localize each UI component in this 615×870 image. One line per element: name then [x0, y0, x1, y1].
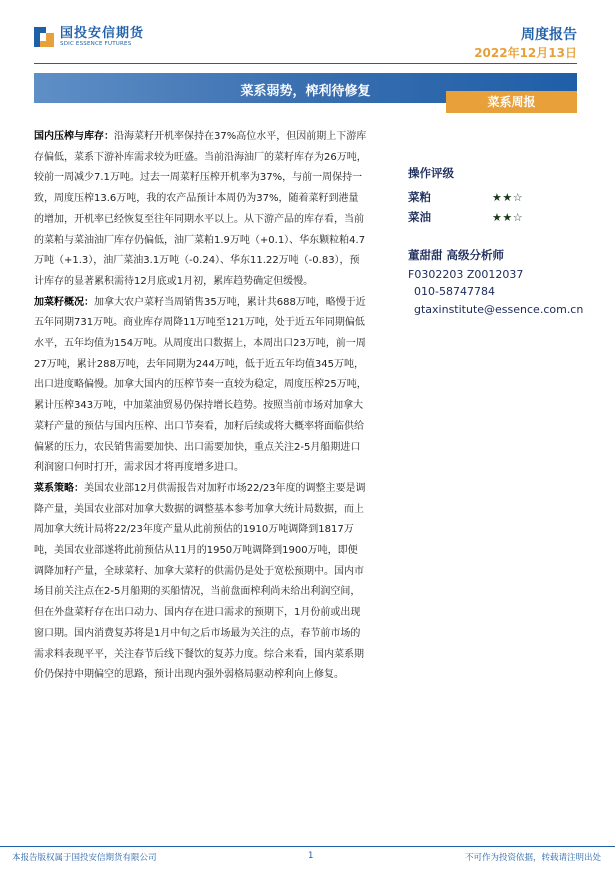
company-name-cn: 国投安信期货	[60, 26, 145, 41]
report-title: 菜系弱势，榨利待修复	[240, 84, 371, 99]
section-lead: 菜系策略：	[34, 482, 84, 494]
company-logo	[34, 26, 144, 48]
footer-divider	[0, 846, 615, 847]
rating-title: 操作评级	[408, 166, 454, 180]
section-paragraph	[34, 479, 367, 686]
category-tab: 菜系周报	[446, 91, 577, 113]
analyst-email[interactable]: gtaxinstitute@essence.com.cn	[414, 303, 584, 316]
rating-name: 菜油	[408, 210, 431, 224]
page-number: 1	[308, 851, 314, 861]
header-divider	[34, 63, 577, 64]
logo-mark-icon	[34, 27, 54, 47]
report-body	[34, 127, 367, 686]
analyst-name: 董甜甜 高级分析师	[408, 248, 505, 262]
company-name-en: SDIC ESSENCE FUTURES	[60, 41, 132, 47]
section-paragraph	[34, 127, 367, 293]
analyst-registration: F0302203 Z0012037	[408, 268, 524, 281]
report-date: 2022年12月13日	[474, 46, 577, 60]
footer-disclaimer: 不可作为投资依据，转载请注明出处	[464, 853, 601, 863]
section-text: 沿海菜籽开机率保持在37%高位水平，但因前期上下游库存偏低，菜系下游补库需求较为旺盛。当前沿海油厂的菜籽库存为26万吨，较前一周减少7.1万吨。过去一周菜籽压榨开机率为37%，与前一周保持一致，周度压榨13.6万吨，我的农产品预计本周仍为37%，随着菜籽到港量的增加，开机率已经恢复至往年同期水平以上。从下游产品的库存看，当前的菜粕与菜油油厂库存仍偏低，油厂菜粕1.9万吨（+0.1）、华东颗粒粕4.7万吨（+1.3），油厂菜油3.1万吨（-0.24）、华东11.22万吨（-0.83），预计库存的显著累积需待12月底或1月初，累库趋势确定但缓慢。	[34, 131, 367, 287]
rating-row	[408, 187, 608, 207]
rating-row	[408, 207, 608, 227]
section-text: 加拿大农户菜籽当周销售35万吨，累计共688万吨，略慢于近五年同期731万吨。商业库存周降11万吨至121万吨，处于近五年同期偏低水平，五年均值为154万吨。从周度出口数据上，本周出口23万吨，前一周27万吨，累计288万吨，去年同期为244万吨，低于近五年均值345万吨，出口进度略偏慢。加拿大国内的压榨节奏一直较为稳定，周度压榨25万吨，累计压榨343万吨，中加菜油贸易仍保持增长趋势。按照当前市场对加拿大菜籽产量的预估与国内压榨、出口节奏看，加籽后续或将大概率将面临供给偏紧的压力，农民销售需要加快、出口需要加快，重点关注2-5月船期进口利润窗口何时打开，需求因才将再度增多进口。	[34, 296, 367, 474]
section-text: 美国农业部12月供需报告对加籽市场22/23年度的调整主要是调降产量，美国农业部对加拿大数据的调整基本参考加拿大统计局数据，而上周加拿大统计局将22/23年度产量从此前预估的1910万吨调降到1817万吨，美国农业部遂将此前预估从11月的1950万吨调降到1900万吨，即便调降加籽产量，全球菜籽、加拿大菜籽的供需仍是处于宽松预期中。国内市场目前关注点在2-5月船期的买船情况，当前盘面榨利尚未给出利润空间，但在外盘菜籽存在出口动力、国内存在进口需求的预期下，1月份前或出现窗口期。国内消费复苏将是1月中旬之后市场最为关注的点，春节前市场的需求料表现平平，关注春节后线下餐饮的复苏力度。综合来看，国内菜系期价仍保持中期偏空的思路，预计出现内强外弱格局驱动榨利向上修复。	[34, 482, 366, 681]
footer-copyright: 本报告版权属于国投安信期货有限公司	[12, 853, 157, 863]
rating-name: 菜粕	[408, 190, 431, 204]
section-paragraph	[34, 293, 367, 479]
sidebar	[408, 165, 608, 316]
star-rating-icon: ★★☆	[492, 210, 524, 224]
section-lead: 国内压榨与库存：	[34, 131, 114, 142]
section-lead: 加菜籽概况：	[34, 296, 94, 308]
star-rating-icon: ★★☆	[492, 190, 524, 204]
report-type: 周度报告	[521, 27, 577, 43]
analyst-phone: 010-58747784	[414, 285, 495, 298]
